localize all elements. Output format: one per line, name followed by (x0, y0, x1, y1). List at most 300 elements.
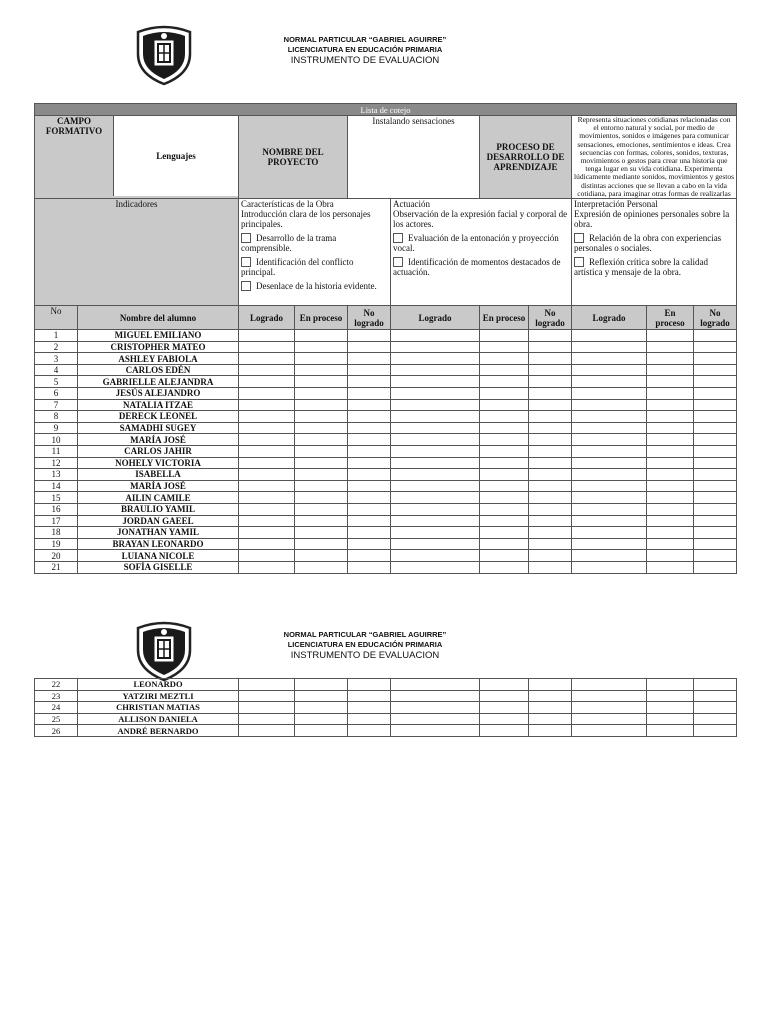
check-cell[interactable] (529, 376, 572, 388)
student-name: CARLOS EDÉN (78, 364, 239, 376)
check-cell[interactable] (239, 457, 295, 469)
check-cell[interactable] (529, 503, 572, 515)
check-cell[interactable] (572, 399, 647, 411)
student-name: NATALIA ITZAE (78, 399, 239, 411)
check-cell[interactable] (391, 725, 480, 737)
check-cell[interactable] (480, 422, 529, 434)
check-cell[interactable] (239, 388, 295, 400)
check-cell[interactable] (239, 480, 295, 492)
check-cell[interactable] (694, 399, 737, 411)
check-cell[interactable] (480, 538, 529, 550)
check-cell[interactable] (529, 364, 572, 376)
check-cell[interactable] (348, 492, 391, 504)
table-row (35, 399, 737, 411)
check-cell[interactable] (529, 702, 572, 714)
indicator-item: Reflexión crítica sobre la calidad artística y mensaje de la obra. (574, 257, 708, 278)
check-cell[interactable] (295, 527, 348, 539)
student-number: 9 (35, 422, 78, 434)
check-cell[interactable] (572, 503, 647, 515)
check-cell[interactable] (647, 469, 694, 481)
check-cell[interactable] (572, 679, 647, 691)
check-cell[interactable] (348, 679, 391, 691)
check-cell[interactable] (647, 690, 694, 702)
check-cell[interactable] (391, 702, 480, 714)
check-cell[interactable] (239, 341, 295, 353)
check-cell[interactable] (295, 422, 348, 434)
student-name: JESÚS ALEJANDRO (78, 388, 239, 400)
check-cell[interactable] (647, 353, 694, 365)
check-cell[interactable] (348, 480, 391, 492)
school-name: NORMAL PARTICULAR “GABRIEL AGUIRRE” (283, 35, 447, 44)
student-name: BRAYAN LEONARDO (78, 538, 239, 550)
check-cell[interactable] (391, 457, 480, 469)
check-cell[interactable] (480, 561, 529, 573)
check-cell[interactable] (694, 725, 737, 737)
check-cell[interactable] (529, 725, 572, 737)
table-row (35, 434, 737, 446)
check-cell[interactable] (295, 550, 348, 562)
check-cell[interactable] (694, 515, 737, 527)
check-cell[interactable] (239, 364, 295, 376)
check-cell[interactable] (348, 399, 391, 411)
check-cell[interactable] (239, 469, 295, 481)
check-cell[interactable] (391, 492, 480, 504)
check-cell[interactable] (480, 480, 529, 492)
check-cell[interactable] (295, 353, 348, 365)
check-cell[interactable] (239, 330, 295, 342)
check-cell[interactable] (572, 457, 647, 469)
group-title: Actuación (393, 199, 430, 210)
indicadores-label: Indicadores (35, 199, 239, 306)
table-row (35, 492, 737, 504)
check-cell[interactable] (391, 376, 480, 388)
check-cell[interactable] (572, 550, 647, 562)
student-name: SOFÍA GISELLE (78, 561, 239, 573)
check-cell[interactable] (391, 538, 480, 550)
check-cell[interactable] (647, 503, 694, 515)
check-cell[interactable] (529, 515, 572, 527)
check-cell[interactable] (529, 690, 572, 702)
check-cell[interactable] (694, 353, 737, 365)
student-number: 11 (35, 445, 78, 457)
check-cell[interactable] (694, 434, 737, 446)
check-cell[interactable] (529, 480, 572, 492)
check-cell[interactable] (239, 550, 295, 562)
check-cell[interactable] (348, 469, 391, 481)
check-cell[interactable] (647, 527, 694, 539)
check-cell[interactable] (647, 702, 694, 714)
check-cell[interactable] (391, 411, 480, 423)
check-cell[interactable] (529, 445, 572, 457)
check-cell[interactable] (239, 353, 295, 365)
check-cell[interactable] (572, 341, 647, 353)
check-cell[interactable] (391, 364, 480, 376)
check-cell[interactable] (480, 457, 529, 469)
check-cell[interactable] (647, 445, 694, 457)
check-cell[interactable] (480, 550, 529, 562)
student-name: AILIN CAMILE (78, 492, 239, 504)
check-cell[interactable] (572, 376, 647, 388)
check-cell[interactable] (529, 679, 572, 691)
table-row (35, 376, 737, 388)
check-cell[interactable] (348, 364, 391, 376)
check-cell[interactable] (694, 469, 737, 481)
check-cell[interactable] (295, 330, 348, 342)
student-name: ALLISON DANIELA (78, 713, 239, 725)
check-cell[interactable] (480, 399, 529, 411)
indicator-group-obra (239, 199, 391, 306)
student-name: MARÍA JOSÉ (78, 480, 239, 492)
check-cell[interactable] (647, 422, 694, 434)
check-cell[interactable] (239, 679, 295, 691)
check-cell[interactable] (529, 341, 572, 353)
check-cell[interactable] (348, 702, 391, 714)
check-cell[interactable] (295, 538, 348, 550)
check-cell[interactable] (694, 457, 737, 469)
table-row (35, 341, 737, 353)
group-intro: Introducción clara de los personajes principales. (241, 209, 371, 230)
check-cell[interactable] (295, 388, 348, 400)
check-cell[interactable] (348, 725, 391, 737)
check-cell[interactable] (694, 422, 737, 434)
check-cell[interactable] (348, 457, 391, 469)
check-cell[interactable] (694, 561, 737, 573)
check-cell[interactable] (391, 515, 480, 527)
check-cell[interactable] (295, 561, 348, 573)
check-cell[interactable] (295, 503, 348, 515)
check-cell[interactable] (647, 434, 694, 446)
check-cell[interactable] (480, 411, 529, 423)
check-cell[interactable] (480, 492, 529, 504)
degree-name: LICENCIATURA EN EDUCACIÓN PRIMARIA (287, 45, 443, 54)
check-cell[interactable] (295, 469, 348, 481)
check-cell[interactable] (348, 422, 391, 434)
check-cell[interactable] (529, 561, 572, 573)
check-cell[interactable] (348, 434, 391, 446)
student-name: LUIANA NICOLE (78, 550, 239, 562)
check-cell[interactable] (572, 411, 647, 423)
check-cell[interactable] (572, 492, 647, 504)
check-cell[interactable] (391, 480, 480, 492)
check-cell[interactable] (529, 550, 572, 562)
check-cell[interactable] (529, 422, 572, 434)
check-cell[interactable] (694, 376, 737, 388)
check-cell[interactable] (348, 341, 391, 353)
table-row (35, 725, 737, 737)
check-cell[interactable] (239, 690, 295, 702)
checkbox-icon[interactable] (574, 257, 584, 267)
student-number: 13 (35, 469, 78, 481)
check-cell[interactable] (694, 364, 737, 376)
check-cell[interactable] (480, 503, 529, 515)
group-intro: Expresión de opiniones personales sobre la obra. (574, 209, 730, 230)
check-cell[interactable] (529, 399, 572, 411)
check-cell[interactable] (694, 503, 737, 515)
table-row (35, 527, 737, 539)
check-cell[interactable] (480, 445, 529, 457)
check-cell[interactable] (391, 445, 480, 457)
check-cell[interactable] (391, 690, 480, 702)
check-cell[interactable] (391, 422, 480, 434)
check-cell[interactable] (572, 725, 647, 737)
student-name: ISABELLA (78, 469, 239, 481)
check-cell[interactable] (694, 411, 737, 423)
check-cell[interactable] (647, 388, 694, 400)
check-cell[interactable] (529, 411, 572, 423)
check-cell[interactable] (694, 492, 737, 504)
table-row (35, 690, 737, 702)
check-cell[interactable] (647, 515, 694, 527)
check-cell[interactable] (694, 527, 737, 539)
check-cell[interactable] (480, 330, 529, 342)
check-cell[interactable] (572, 330, 647, 342)
check-cell[interactable] (480, 725, 529, 737)
check-cell[interactable] (239, 503, 295, 515)
check-cell[interactable] (572, 538, 647, 550)
check-cell[interactable] (391, 527, 480, 539)
check-cell[interactable] (480, 713, 529, 725)
check-cell[interactable] (480, 690, 529, 702)
table-row (35, 411, 737, 423)
check-cell[interactable] (239, 561, 295, 573)
student-number: 6 (35, 388, 78, 400)
check-cell[interactable] (694, 550, 737, 562)
check-cell[interactable] (694, 713, 737, 725)
school-crest-logo (134, 620, 194, 682)
checkbox-icon[interactable] (393, 233, 403, 243)
check-cell[interactable] (647, 561, 694, 573)
check-cell[interactable] (391, 561, 480, 573)
check-cell[interactable] (295, 457, 348, 469)
student-number: 8 (35, 411, 78, 423)
check-cell[interactable] (348, 690, 391, 702)
check-cell[interactable] (295, 713, 348, 725)
check-cell[interactable] (480, 679, 529, 691)
check-cell[interactable] (647, 550, 694, 562)
check-cell[interactable] (348, 388, 391, 400)
check-cell[interactable] (295, 492, 348, 504)
check-cell[interactable] (239, 399, 295, 411)
check-cell[interactable] (239, 434, 295, 446)
check-cell[interactable] (572, 434, 647, 446)
check-cell[interactable] (348, 527, 391, 539)
check-cell[interactable] (239, 527, 295, 539)
table-row (35, 388, 737, 400)
check-cell[interactable] (295, 690, 348, 702)
check-cell[interactable] (647, 725, 694, 737)
check-cell[interactable] (239, 725, 295, 737)
student-number: 7 (35, 399, 78, 411)
check-cell[interactable] (572, 713, 647, 725)
check-cell[interactable] (295, 341, 348, 353)
check-cell[interactable] (295, 445, 348, 457)
check-cell[interactable] (348, 330, 391, 342)
check-cell[interactable] (529, 330, 572, 342)
student-name: CHRISTIAN MATIAS (78, 702, 239, 714)
check-cell[interactable] (480, 527, 529, 539)
check-cell[interactable] (239, 702, 295, 714)
check-cell[interactable] (295, 376, 348, 388)
checkbox-icon[interactable] (241, 257, 251, 267)
table-row (35, 480, 737, 492)
check-cell[interactable] (647, 480, 694, 492)
check-cell[interactable] (647, 376, 694, 388)
check-cell[interactable] (529, 388, 572, 400)
check-cell[interactable] (647, 492, 694, 504)
check-cell[interactable] (572, 364, 647, 376)
nombre-proyecto-value: Instalando sensaciones (348, 116, 480, 199)
instrument-title: INSTRUMENTO DE EVALUACION (290, 55, 440, 66)
check-cell[interactable] (348, 445, 391, 457)
check-cell[interactable] (480, 388, 529, 400)
check-cell[interactable] (348, 713, 391, 725)
check-cell[interactable] (480, 469, 529, 481)
check-cell[interactable] (572, 445, 647, 457)
check-cell[interactable] (239, 713, 295, 725)
instrument-title: INSTRUMENTO DE EVALUACION (290, 650, 440, 661)
check-cell[interactable] (572, 690, 647, 702)
group-title: Interpretación Personal (574, 199, 658, 210)
check-cell[interactable] (647, 411, 694, 423)
check-cell[interactable] (572, 480, 647, 492)
check-cell[interactable] (239, 422, 295, 434)
check-cell[interactable] (391, 503, 480, 515)
check-cell[interactable] (391, 330, 480, 342)
check-cell[interactable] (295, 364, 348, 376)
check-cell[interactable] (529, 538, 572, 550)
check-cell[interactable] (480, 341, 529, 353)
check-cell[interactable] (572, 702, 647, 714)
check-cell[interactable] (529, 434, 572, 446)
check-cell[interactable] (391, 353, 480, 365)
check-cell[interactable] (572, 422, 647, 434)
check-cell[interactable] (348, 353, 391, 365)
check-cell[interactable] (694, 445, 737, 457)
checkbox-icon[interactable] (241, 281, 251, 291)
checkbox-icon[interactable] (393, 257, 403, 267)
check-cell[interactable] (694, 702, 737, 714)
check-cell[interactable] (572, 515, 647, 527)
check-cell[interactable] (572, 469, 647, 481)
check-cell[interactable] (480, 702, 529, 714)
check-cell[interactable] (391, 388, 480, 400)
student-name: YATZIRI MEZTLI (78, 690, 239, 702)
check-cell[interactable] (480, 376, 529, 388)
check-cell[interactable] (647, 330, 694, 342)
check-cell[interactable] (348, 376, 391, 388)
check-cell[interactable] (295, 679, 348, 691)
check-cell[interactable] (348, 550, 391, 562)
indicator-group-interpretacion (572, 199, 737, 306)
check-cell[interactable] (391, 399, 480, 411)
indicator-item: Desenlace de la historia evidente. (241, 281, 388, 291)
check-cell[interactable] (529, 492, 572, 504)
check-cell[interactable] (694, 330, 737, 342)
student-rows (35, 679, 737, 737)
check-cell[interactable] (239, 445, 295, 457)
table-row (35, 364, 737, 376)
check-cell[interactable] (529, 713, 572, 725)
check-cell[interactable] (572, 527, 647, 539)
check-cell[interactable] (295, 515, 348, 527)
check-cell[interactable] (348, 503, 391, 515)
check-cell[interactable] (572, 353, 647, 365)
check-cell[interactable] (295, 480, 348, 492)
check-cell[interactable] (391, 679, 480, 691)
check-cell[interactable] (480, 353, 529, 365)
check-cell[interactable] (694, 388, 737, 400)
check-cell[interactable] (694, 341, 737, 353)
check-cell[interactable] (647, 679, 694, 691)
check-cell[interactable] (295, 411, 348, 423)
check-cell[interactable] (391, 434, 480, 446)
check-cell[interactable] (295, 702, 348, 714)
checkbox-icon[interactable] (574, 233, 584, 243)
check-cell[interactable] (647, 364, 694, 376)
student-number: 4 (35, 364, 78, 376)
student-name: ASHLEY FABIOLA (78, 353, 239, 365)
checkbox-icon[interactable] (241, 233, 251, 243)
check-cell[interactable] (295, 725, 348, 737)
check-cell[interactable] (529, 469, 572, 481)
check-cell[interactable] (348, 561, 391, 573)
check-cell[interactable] (694, 538, 737, 550)
check-cell[interactable] (529, 527, 572, 539)
check-cell[interactable] (348, 411, 391, 423)
check-cell[interactable] (391, 341, 480, 353)
table-row (35, 713, 737, 725)
check-cell[interactable] (239, 376, 295, 388)
check-cell[interactable] (480, 364, 529, 376)
check-cell[interactable] (480, 515, 529, 527)
student-number: 22 (35, 679, 78, 691)
indicator-item: Relación de la obra con experiencias personales o sociales. (574, 233, 722, 254)
table-row (35, 515, 737, 527)
check-cell[interactable] (647, 457, 694, 469)
check-cell[interactable] (647, 538, 694, 550)
check-cell[interactable] (391, 469, 480, 481)
check-cell[interactable] (572, 388, 647, 400)
check-cell[interactable] (529, 457, 572, 469)
student-name: BRAULIO YAMIL (78, 503, 239, 515)
check-cell[interactable] (239, 515, 295, 527)
check-cell[interactable] (295, 434, 348, 446)
check-cell[interactable] (694, 480, 737, 492)
student-name: CARLOS JAHIR (78, 445, 239, 457)
check-cell[interactable] (647, 341, 694, 353)
check-cell[interactable] (572, 561, 647, 573)
check-cell[interactable] (391, 713, 480, 725)
student-number: 12 (35, 457, 78, 469)
check-cell[interactable] (295, 399, 348, 411)
degree-name: LICENCIATURA EN EDUCACIÓN PRIMARIA (287, 640, 443, 649)
check-cell[interactable] (647, 399, 694, 411)
check-cell[interactable] (348, 515, 391, 527)
student-number: 19 (35, 538, 78, 550)
check-cell[interactable] (647, 713, 694, 725)
check-cell[interactable] (694, 690, 737, 702)
check-cell[interactable] (239, 538, 295, 550)
check-cell[interactable] (694, 679, 737, 691)
student-name: JORDAN GAEEL (78, 515, 239, 527)
check-cell[interactable] (239, 411, 295, 423)
check-cell[interactable] (239, 492, 295, 504)
check-cell[interactable] (480, 434, 529, 446)
check-cell[interactable] (391, 550, 480, 562)
check-cell[interactable] (529, 353, 572, 365)
check-cell[interactable] (348, 538, 391, 550)
proceso-desarrollo-label: PROCESO DE DESARROLLO DE APRENDIZAJE (480, 116, 572, 199)
